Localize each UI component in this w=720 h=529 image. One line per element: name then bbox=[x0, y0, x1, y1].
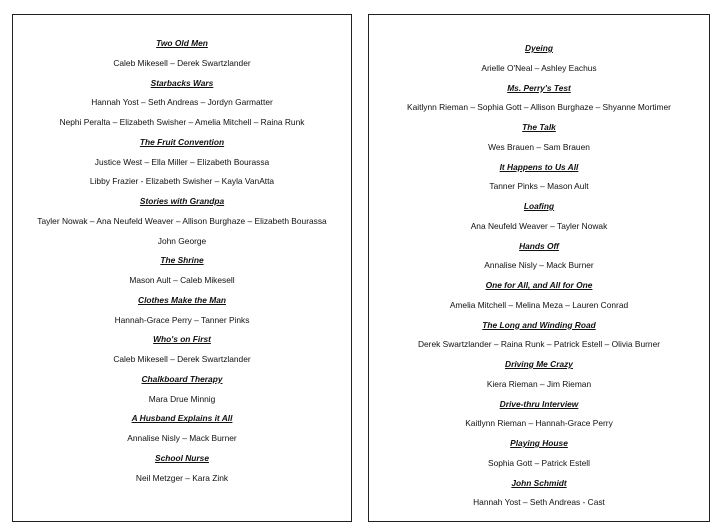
cast-list: Kaitlynn Rieman – Hannah-Grace Perry bbox=[465, 418, 613, 429]
cast-list: Derek Swartzlander – Raina Runk – Patrick Estell – Olivia Burner bbox=[417, 339, 661, 350]
cast-list: Caleb Mikesell – Derek Swartzlander bbox=[113, 57, 251, 68]
sketch-title: Starbacks Wars bbox=[150, 77, 214, 88]
sketch-title: John Schmidt bbox=[511, 477, 567, 488]
program-page-left bbox=[12, 14, 352, 522]
sketch-title: Driving Me Crazy bbox=[505, 359, 573, 369]
program-page-right bbox=[368, 14, 710, 522]
sketch-title: The Fruit Convention bbox=[139, 136, 225, 147]
sketch-title: Drive-thru Interview bbox=[499, 398, 579, 409]
cast-list: Caleb Mikesell – Derek Swartzlander bbox=[113, 354, 251, 364]
sketch-title: Hands Off bbox=[519, 240, 559, 251]
sketch-title: The Shrine bbox=[160, 255, 204, 266]
sketch-title: Two Old Men bbox=[156, 38, 208, 48]
sketch-title: School Nurse bbox=[155, 452, 209, 463]
sketch-title: Chalkboard Therapy bbox=[141, 373, 223, 384]
cast-list: Sophia Gott – Patrick Estell bbox=[488, 457, 590, 468]
cast-list: Arielle O'Neal – Ashley Eachus bbox=[481, 62, 597, 73]
sketch-title: The Long and Winding Road bbox=[482, 319, 596, 330]
cast-list: Kiera Rieman – Jim Rieman bbox=[486, 378, 592, 389]
sketch-title: Playing House bbox=[510, 438, 568, 448]
cast-list: Amelia Mitchell – Melina Meza – Lauren Conrad bbox=[449, 299, 629, 310]
sketch-title: It Happens to Us All bbox=[499, 161, 579, 172]
cast-list: John George bbox=[157, 235, 207, 246]
sketch-title: The Talk bbox=[522, 122, 556, 132]
sketch-title: A Husband Explains it All bbox=[131, 413, 233, 424]
cast-list: Libby Frazier - Elizabeth Swisher – Kayla VanAtta bbox=[89, 176, 275, 187]
cast-list: Hannah Yost – Seth Andreas – Jordyn Garmatter bbox=[91, 97, 273, 108]
cast-list: Nephi Peralta – Elizabeth Swisher – Amelia Mitchell – Raina Runk bbox=[59, 117, 305, 127]
cast-list: Annalise Nisly – Mack Burner bbox=[127, 433, 237, 443]
sketch-title: Clothes Make the Man bbox=[138, 294, 226, 305]
cast-list: Hannah-Grace Perry – Tanner Pinks bbox=[114, 314, 250, 325]
cast-list: Justice West – Ella Miller – Elizabeth Bourassa bbox=[94, 156, 270, 167]
cast-list: Ana Neufeld Weaver – Tayler Nowak bbox=[470, 220, 608, 231]
cast-list: Annalise Nisly – Mack Burner bbox=[484, 260, 594, 271]
cast-list: Wes Brauen – Sam Brauen bbox=[488, 141, 590, 152]
sketch-title: Stories with Grandpa bbox=[139, 196, 225, 206]
sketch-title: One for All, and All for One bbox=[485, 280, 593, 290]
cast-list: Tanner Pinks – Mason Ault bbox=[489, 181, 589, 192]
sketch-title: Dyeing bbox=[525, 43, 553, 53]
cast-list: Neil Metzger – Kara Zink bbox=[135, 472, 229, 483]
cast-list: Kaitlynn Rieman – Sophia Gott – Allison Burghaze – Shyanne Mortimer bbox=[407, 102, 671, 113]
sketch-title: Ms. Perry's Test bbox=[507, 82, 571, 93]
sketch-title: Who's on First bbox=[153, 334, 211, 345]
cast-list: Tayler Nowak – Ana Neufeld Weaver – Allison Burghaze – Elizabeth Bourassa bbox=[37, 215, 327, 226]
cast-list: Mason Ault – Caleb Mikesell bbox=[129, 275, 235, 285]
cast-list: Hannah Yost – Seth Andreas - Cast bbox=[473, 497, 605, 508]
cast-list: Mara Drue Minnig bbox=[148, 393, 216, 404]
sketch-title: Loafing bbox=[523, 201, 555, 211]
